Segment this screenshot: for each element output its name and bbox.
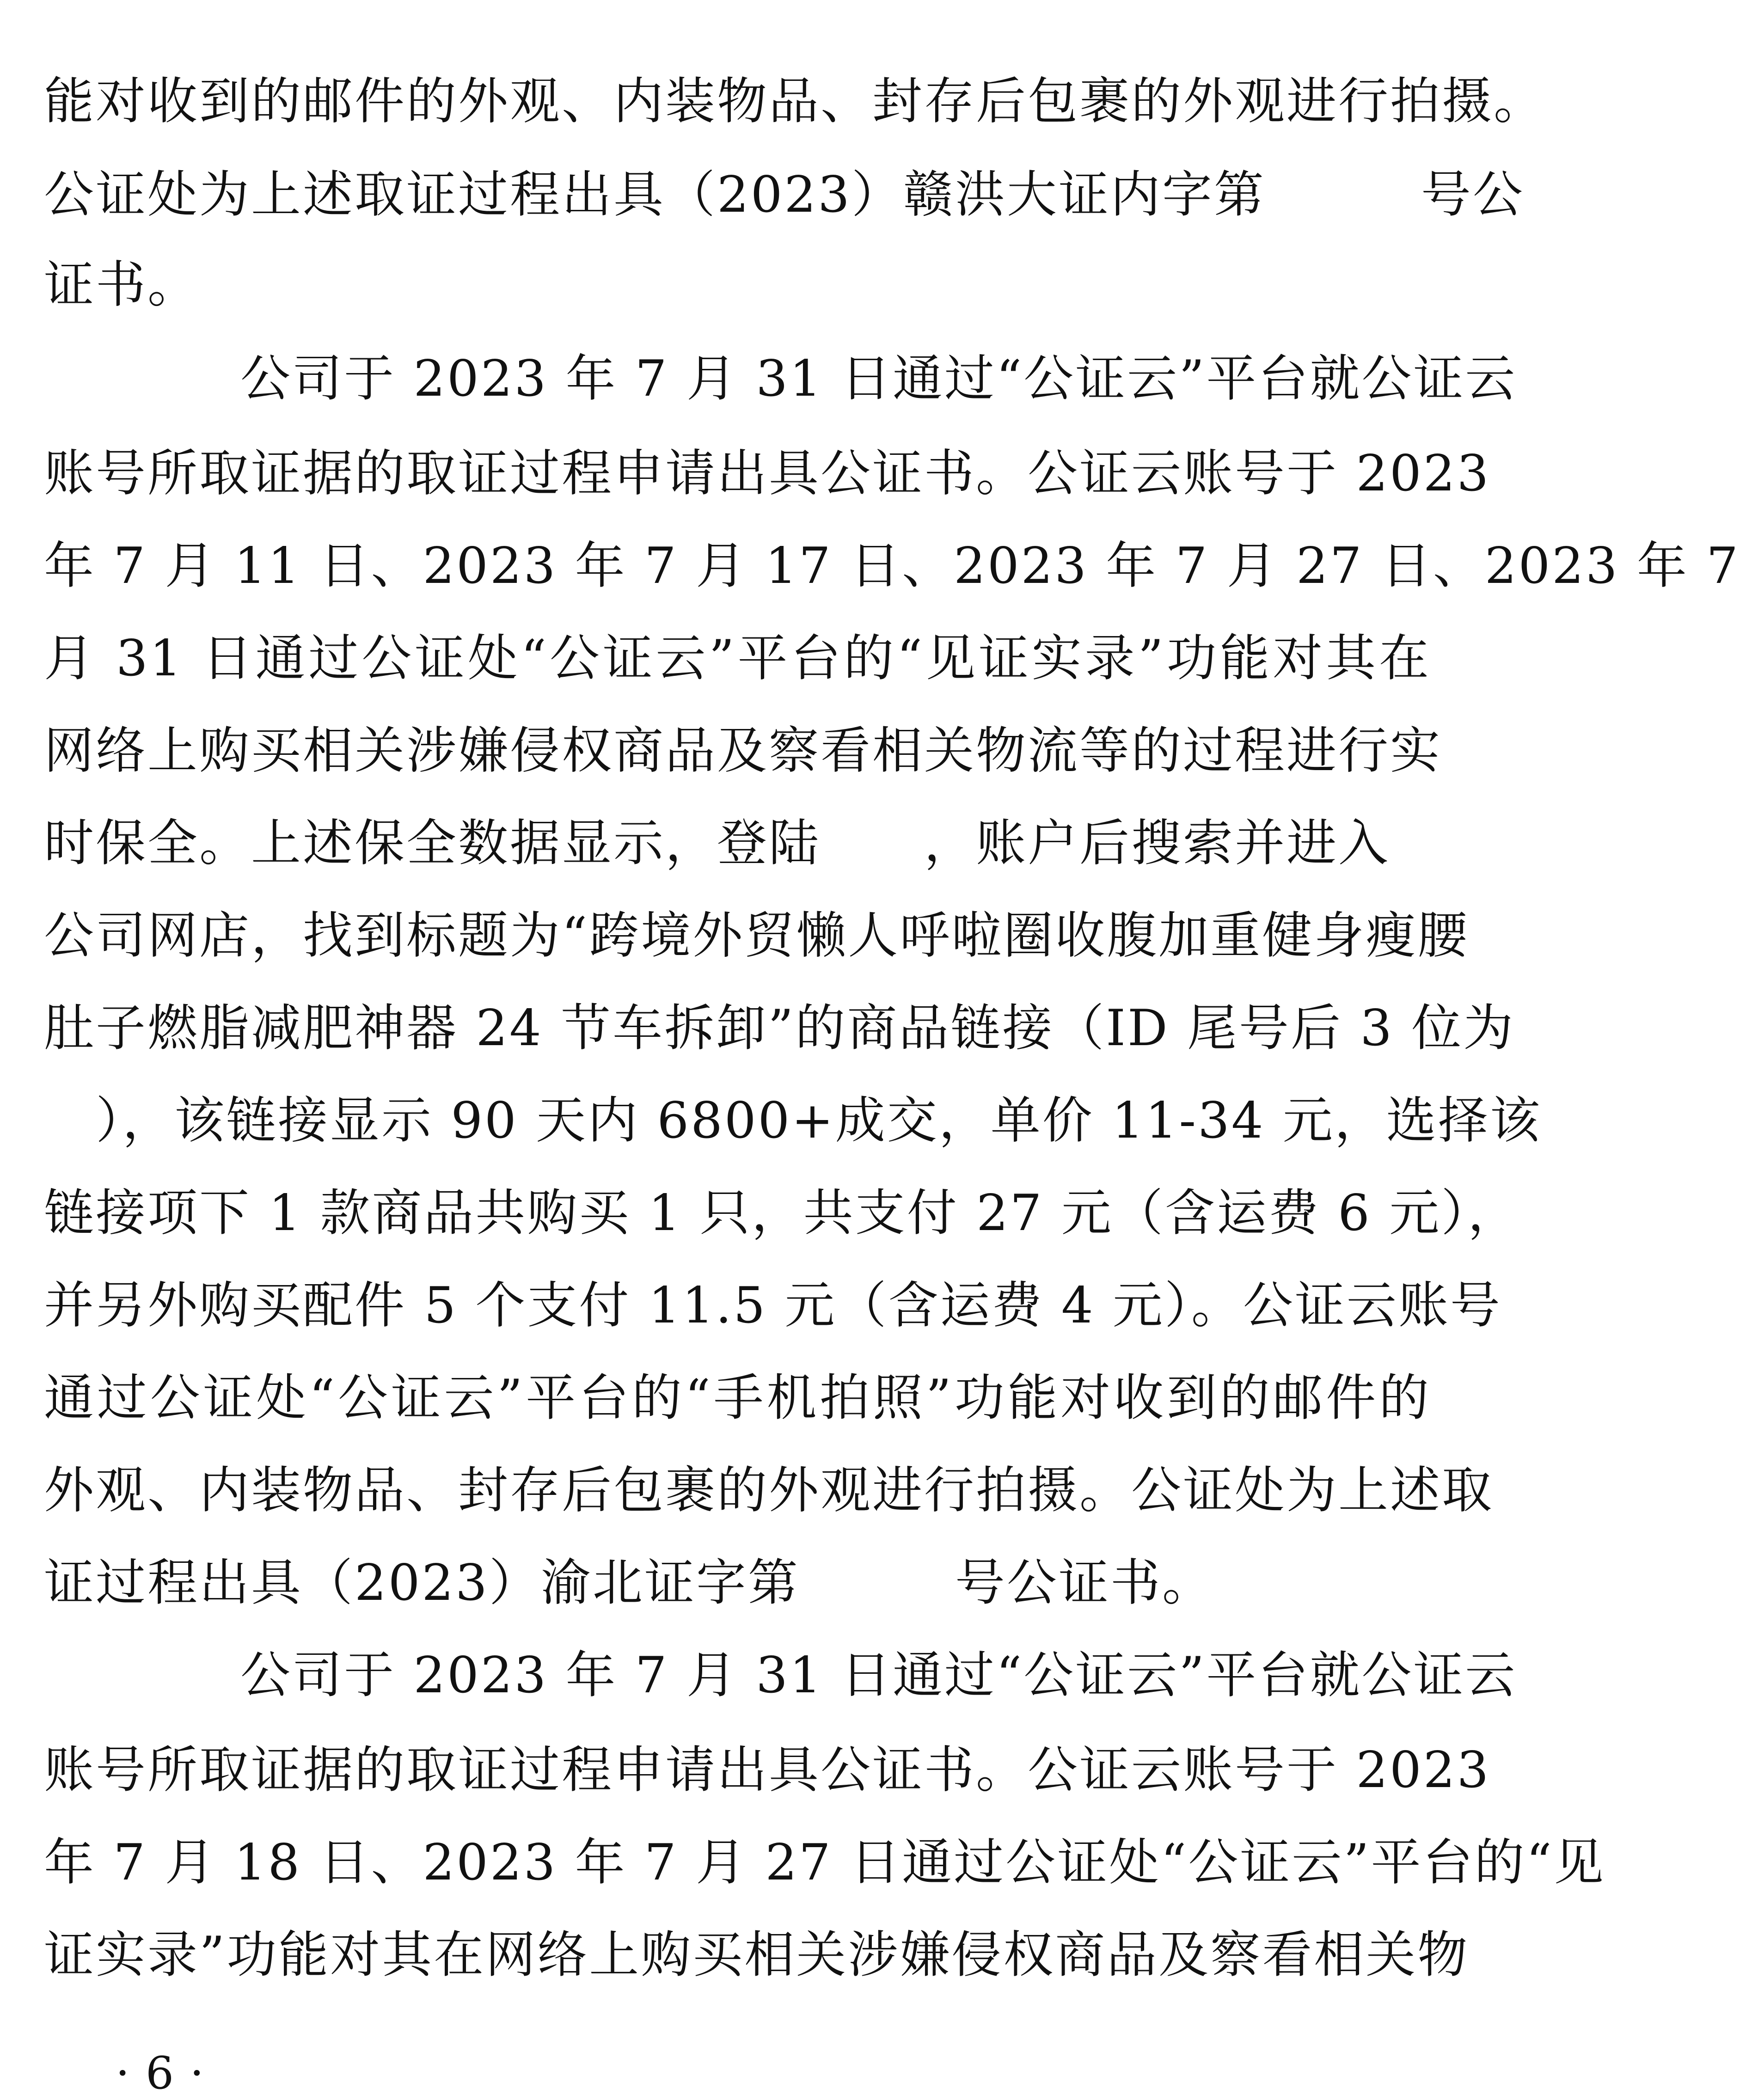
text-line: 通过公证处“公证云”平台的“手机拍照”功能对收到的邮件的 xyxy=(44,1369,1431,1427)
text-line: 网络上购买相关涉嫌侵权商品及察看相关物流等的过程进行实 xyxy=(44,722,1442,780)
text-line: 时保全。上述保全数据显示，登陆 ，账户后搜索并进入 xyxy=(44,814,1391,872)
paragraph-first-line: 公司于 2023 年 7 月 31 日通过“公证云”平台就公证云 xyxy=(240,1647,1517,1704)
text-line: 能对收到的邮件的外观、内装物品、封存后包裹的外观进行拍摄。 xyxy=(44,73,1546,130)
text-line: 证书。 xyxy=(44,256,200,314)
page-number: · 6 · xyxy=(116,2047,205,2099)
paragraph-first-line: 公司于 2023 年 7 月 31 日通过“公证云”平台就公证云 xyxy=(240,350,1517,408)
text-line: 链接项下 1 款商品共购买 1 只，共支付 27 元（含运费 6 元）， xyxy=(44,1184,1520,1242)
text-line: 肚子燃脂减肥神器 24 节车拆卸”的商品链接（ID 尾号后 3 位为 xyxy=(44,999,1515,1057)
text-line: 月 31 日通过公证处“公证云”平台的“见证实录”功能对其在 xyxy=(44,630,1431,687)
text-line: 公司网店，找到标题为“跨境外贸懒人呼啦圈收腹加重健身瘦腰 xyxy=(44,907,1470,965)
text-line: ），该链接显示 90 天内 6800+成交，单价 11-34 元，选择该 xyxy=(44,1092,1542,1150)
text-line: 账号所取证据的取证过程申请出具公证书。公证云账号于 2023 xyxy=(44,445,1491,502)
text-line: 年 7 月 18 日、2023 年 7 月 27 日通过公证处“公证云”平台的“见 xyxy=(44,1834,1605,1892)
text-line: 并另外购买配件 5 个支付 11.5 元（含运费 4 元）。公证云账号 xyxy=(44,1277,1502,1335)
text-line: 证过程出具（2023）渝北证字第 号公证书。 xyxy=(44,1554,1214,1612)
text-line: 年 7 月 11 日、2023 年 7 月 17 日、2023 年 7 月 27 日、2023 年 7 xyxy=(44,537,1740,595)
text-line: 公证处为上述取证过程出具（2023）赣洪大证内字第 号公 xyxy=(44,166,1525,224)
text-line: 账号所取证据的取证过程申请出具公证书。公证云账号于 2023 xyxy=(44,1741,1491,1799)
text-line: 证实录”功能对其在网络上购买相关涉嫌侵权商品及察看相关物 xyxy=(44,1926,1470,1984)
text-line: 外观、内装物品、封存后包裹的外观进行拍摄。公证处为上述取 xyxy=(44,1462,1494,1519)
